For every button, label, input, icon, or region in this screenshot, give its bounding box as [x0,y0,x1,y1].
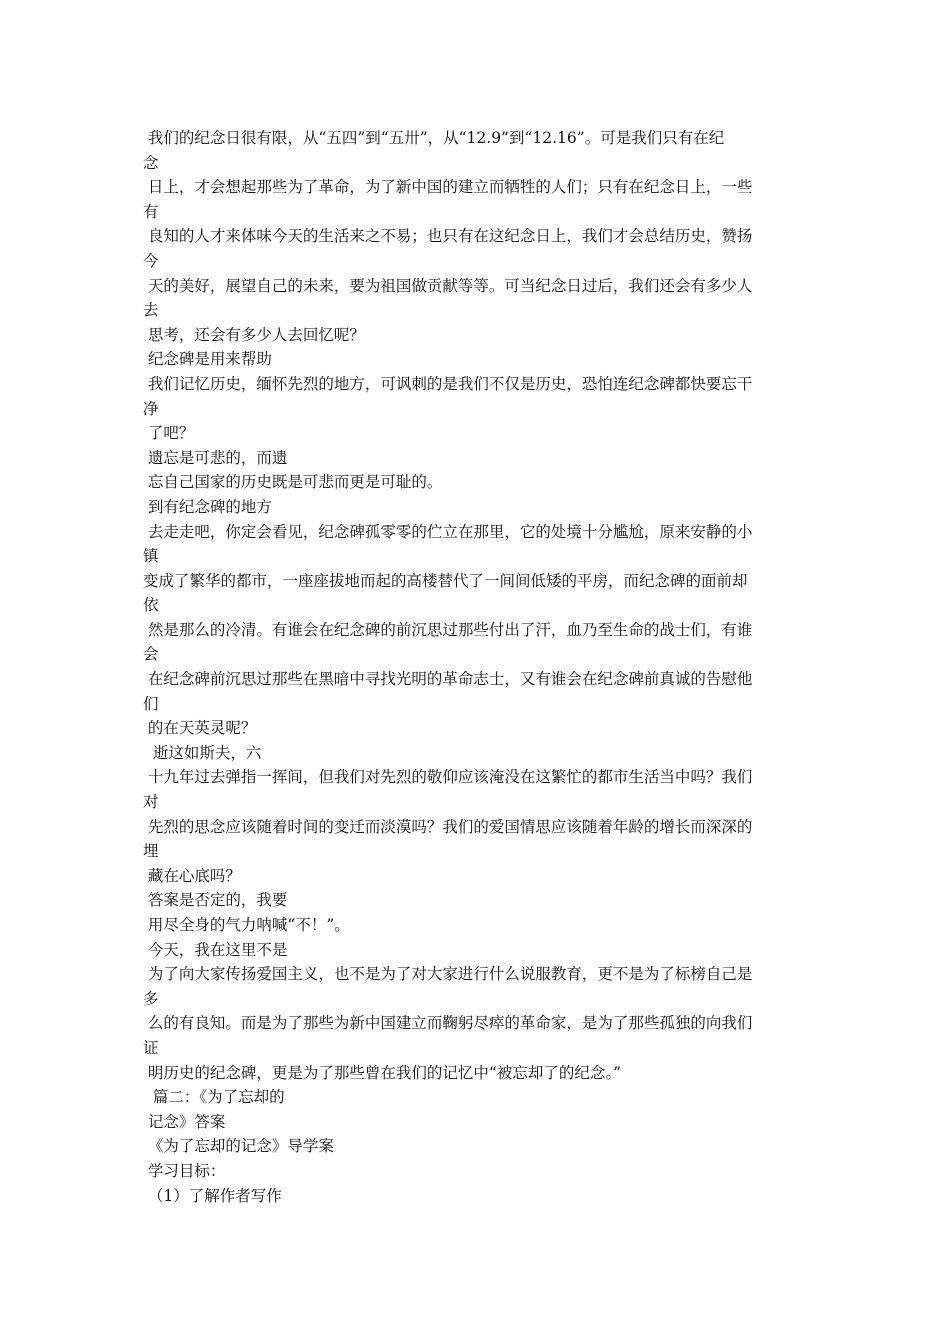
text-line: 《为了忘却的记念》导学案 [143,1137,334,1156]
text-line: 记念》答案 [143,1112,226,1131]
text-line: 学习目标： [143,1161,226,1180]
text-line: （1）了解作者写作 [143,1186,282,1205]
text-line: 依 [143,596,159,615]
text-line: 到有纪念碑的地方 [143,497,272,516]
text-line: 天的美好，展望自己的未来，要为祖国做贡献等等。可当纪念日过后，我们还会有多少人 [143,276,753,295]
text-line: 在纪念碑前沉思过那些在黑暗中寻找光明的革命志士，又有谁会在纪念碑前真诚的告慰他 [143,670,753,689]
text-line: 去走走吧，你定会看见，纪念碑孤零零的伫立在那里，它的处境十分尴尬，原来安静的小 [143,522,753,541]
text-line: 日上，才会想起那些为了革命，为了新中国的建立而牺牲的人们；只有在纪念日上，一些 [143,178,753,197]
text-line: 良知的人才来体味今天的生活来之不易；也只有在这纪念日上，我们才会总结历史，赞扬 [143,227,753,246]
text-line: 明历史的纪念碑，更是为了那些曾在我们的记忆中“被忘却了的纪念。” [143,1063,622,1082]
text-line: 今 [143,251,159,270]
text-line: 证 [143,1038,159,1057]
text-line: 我们的纪念日很有限，从“五四”到“五卅”，从“12.9”到“12.16”。可是我们只有在纪 [143,129,725,147]
text-line: 用尽全身的气力呐喊“不！”。 [143,916,350,934]
text-line: 有 [143,202,159,221]
text-line: 对 [143,793,159,812]
text-line: 镇 [143,547,159,566]
text-line: 了吧？ [143,424,195,443]
text-line: 变成了繁华的都市，一座座拔地而起的高楼替代了一间间低矮的平房，而纪念碑的面前却 [143,571,748,590]
text-line: 思考，还会有多少人去回忆呢？ [143,325,365,344]
text-line: 答案是否定的，我要 [143,891,288,910]
text-line: 们 [143,694,159,713]
text-line: 遗忘是可悲的，而遗 [143,448,288,467]
text-line: 净 [143,399,159,418]
text-line: 么的有良知。而是为了那些为新中国建立而鞠躬尽瘁的革命家，是为了那些孤独的向我们 [143,1014,753,1033]
text-line: 念 [143,153,159,172]
text-line: 去 [143,301,159,320]
text-line: 埋 [143,842,159,861]
text-line: 我们记忆历史，缅怀先烈的地方，可讽刺的是我们不仅是历史，恐怕连纪念碑都快要忘干 [143,374,753,393]
text-line: 逝这如斯夫，六 [143,743,262,762]
text-line: 会 [143,645,159,664]
text-line: 多 [143,989,159,1008]
text-line: 为了向大家传扬爱国主义，也不是为了对大家进行什么说服教育，更不是为了标榜自己是 [143,965,753,984]
text-line: 今天，我在这里不是 [143,940,288,959]
text-line: 的在天英灵呢？ [143,719,257,738]
text-line: 十九年过去弹指一挥间，但我们对先烈的敬仰应该淹没在这繁忙的都市生活当中吗？我们 [143,768,753,787]
text-line: 纪念碑是用来帮助 [143,350,272,369]
text-line: 篇二：《为了忘却的 [143,1088,285,1107]
text-line: 然是那么的冷清。有谁会在纪念碑的前沉思过那些付出了汗，血乃至生命的战士们，有谁 [143,620,753,639]
text-line: 忘自己国家的历史既是可悲而更是可耻的。 [143,473,443,492]
text-line: 先烈的思念应该随着时间的变迁而淡漠吗？我们的爱国情思应该随着年龄的增长而深深的 [143,817,753,836]
document-body [143,126,813,1208]
text-line: 藏在心底吗？ [143,866,241,885]
